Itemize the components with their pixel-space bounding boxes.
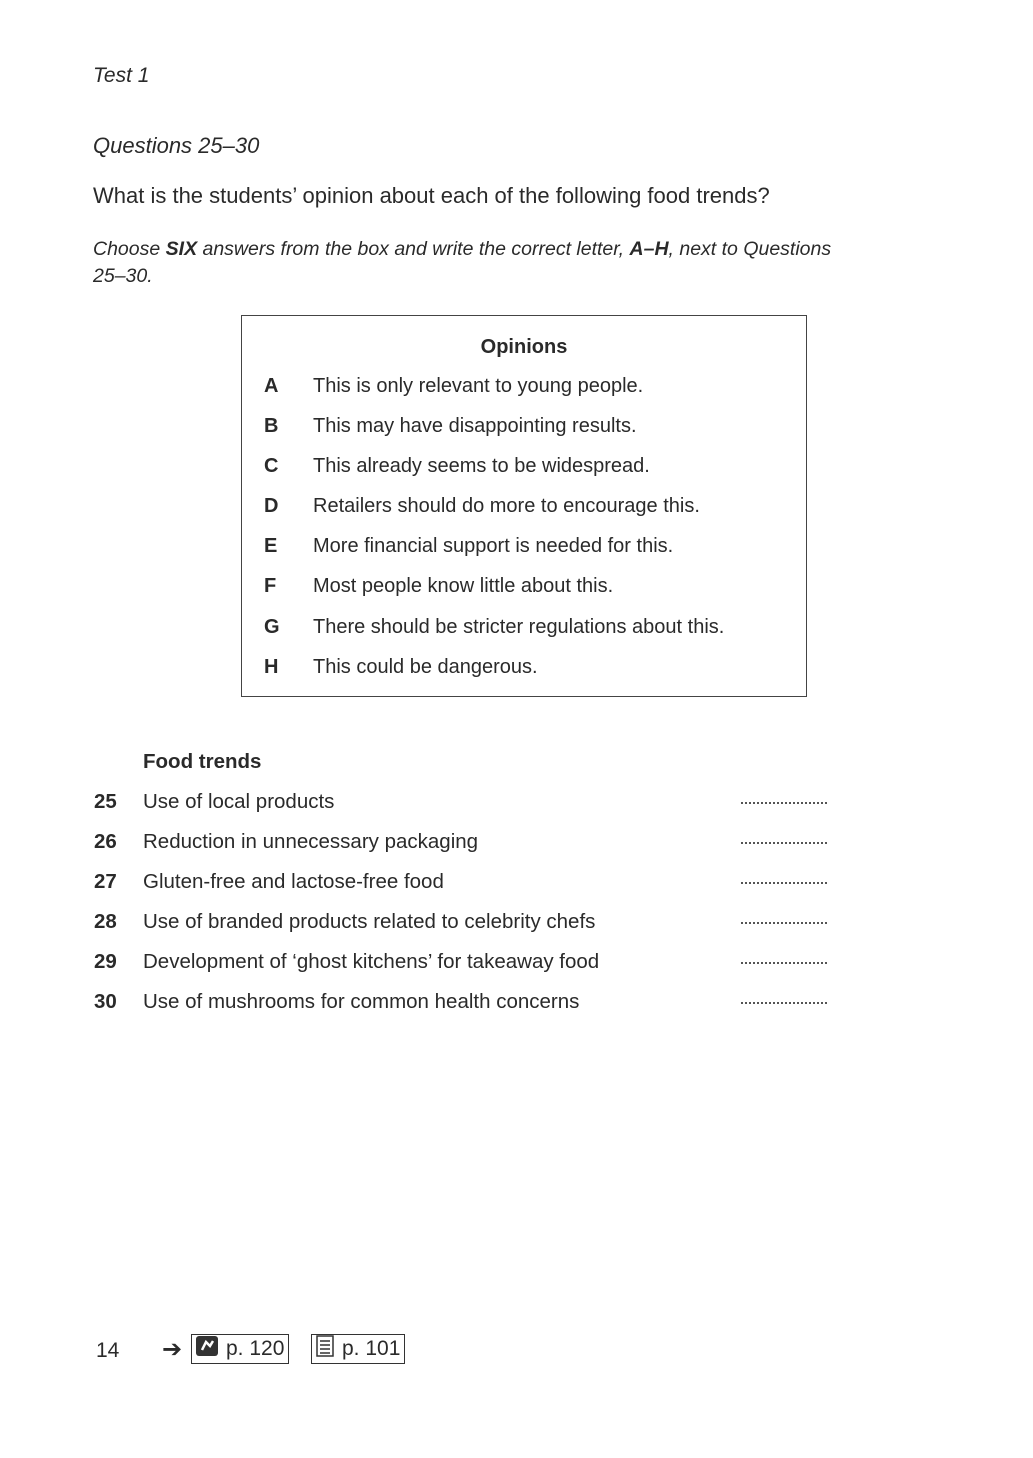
opinion-letter: A [264,375,279,397]
questions-title: Questions 25–30 [93,133,260,158]
arrow-right-icon: ➔ [162,1336,183,1363]
opinion-text: Retailers should do more to encourage this. [313,495,700,517]
question-number: 28 [94,910,117,933]
question-number: 26 [94,830,117,853]
page-number: 14 [96,1339,120,1362]
food-trend-text: Reduction in unnecessary packaging [143,830,479,853]
opinion-text: There should be stricter regulations about this. [313,616,725,638]
opinion-item [264,415,637,438]
question-text: What is the students’ opinion about each of the following food trends? [93,183,770,208]
food-trend-text: Development of ‘ghost kitchens’ for takeaway food [143,950,600,973]
opinion-text: This could be dangerous. [313,656,538,678]
opinion-letter: C [264,455,279,477]
opinion-text: This already seems to be widespread. [313,455,650,477]
opinion-item [264,455,650,478]
opinion-item [264,375,643,398]
food-trends-heading: Food trends [143,750,262,773]
opinion-item [264,616,724,639]
audio-script-reference[interactable] [191,1334,289,1364]
audio-script-icon [196,1336,218,1362]
instruction-text [93,236,853,290]
food-trend-text: Use of mushrooms for common health concerns [143,990,580,1013]
opinions-title: Opinions [480,336,568,358]
answer-blank[interactable] [741,842,827,844]
food-trend-text: Use of branded products related to celebrity chefs [143,910,596,933]
opinion-letter: E [264,535,278,557]
opinion-text: This is only relevant to young people. [313,375,644,397]
opinion-letter: G [264,616,280,638]
answer-blank[interactable] [741,882,827,884]
answer-blank[interactable] [741,962,827,964]
instruction-part1: Choose [93,238,166,260]
answer-blank[interactable] [741,1002,827,1004]
opinion-letter: H [264,656,279,678]
opinion-text: This may have disappointing results. [313,415,637,437]
opinion-letter: B [264,415,279,437]
opinion-text: Most people know little about this. [313,575,614,597]
answer-key-page: p. 101 [342,1337,401,1360]
opinion-item [264,535,673,558]
question-number: 25 [94,790,117,813]
food-trend-text: Gluten-free and lactose-free food [143,870,444,893]
question-number: 29 [94,950,117,973]
answer-key-icon [316,1335,334,1363]
answer-key-reference[interactable] [311,1334,405,1364]
question-number: 30 [94,990,117,1013]
question-number: 27 [94,870,117,893]
opinion-text: More financial support is needed for this. [313,535,674,557]
opinion-item [264,495,700,518]
food-trend-text: Use of local products [143,790,335,813]
answer-blank[interactable] [741,922,827,924]
instruction-part3: , next to Questions 25–30. [93,238,832,287]
opinion-letter: D [264,495,279,517]
instruction-emphasis-six: SIX [165,238,198,260]
opinion-item [264,575,613,598]
opinion-letter: F [264,575,277,597]
test-label: Test 1 [93,64,150,87]
instruction-part2: answers from the box and write the correct letter, [197,238,630,260]
answer-blank[interactable] [741,802,827,804]
opinions-box [241,315,807,697]
instruction-emphasis-range: A–H [629,238,669,260]
opinion-item [264,656,538,679]
audio-script-page: p. 120 [226,1337,285,1360]
